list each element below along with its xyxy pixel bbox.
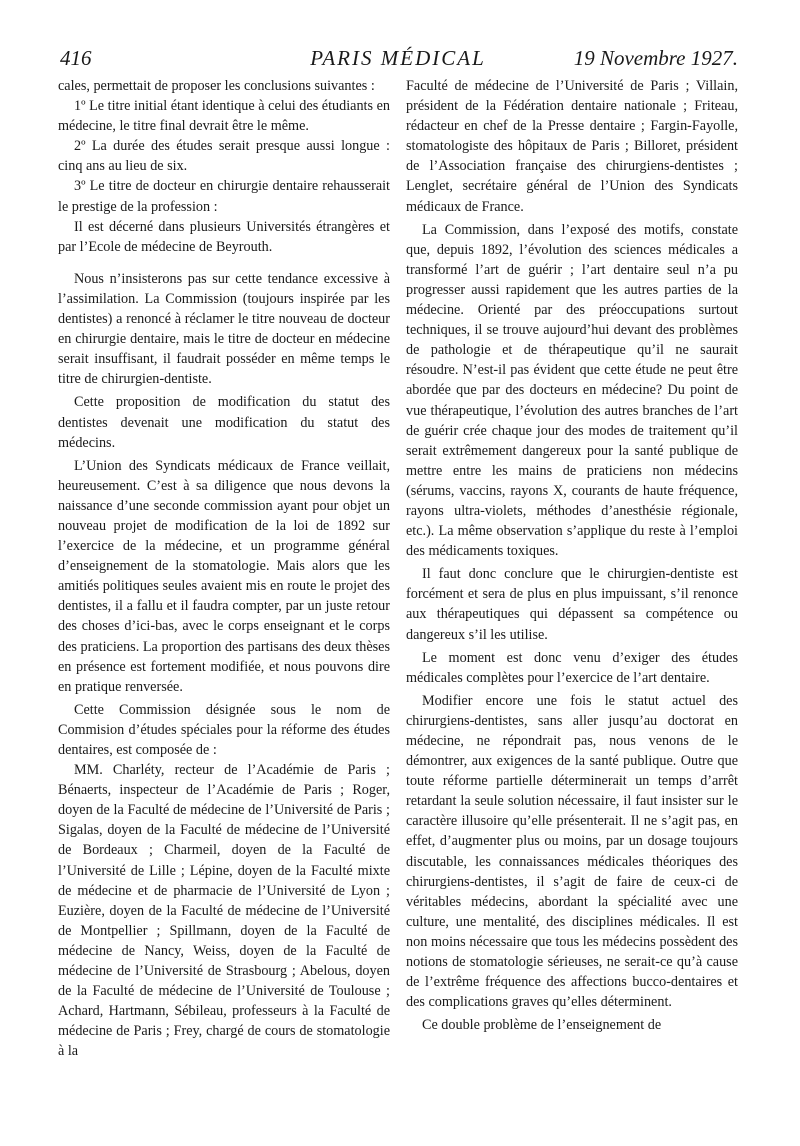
paragraph: Le moment est donc venu d’exiger des études médicales complètes pour l’exercice de l’art dentaire. [406, 649, 738, 686]
paragraph: cales, permettait de proposer les conclusions suivantes : [58, 78, 375, 94]
paragraph: 2º La durée des études serait presque aussi longue : cinq ans au lieu de six. [58, 138, 390, 175]
page-number: 416 [60, 46, 92, 70]
paragraph: MM. Charléty, recteur de l’Académie de Paris ; Bénaerts, inspecteur de l’Académie de Paris ; Roger, doyen de la Faculté de médecine de l’Université de Paris ; Sigalas, doyen de la Faculté de médecine de l’Université de Bordeaux ; Charmeil, doyen de la Faculté de l’Université de Lille ; Lépine, doyen de la Faculté mixte de médecine et de pharmacie de l’Université de Lyon ; Euzière, doyen de la Faculté de médecine de l’Université de Montpellier ; Spillmann, doyen de la Faculté de médecine de Nancy, Weiss, doyen de la Faculté de médecine de l’Université de Strasbourg ; Abelous, doyen de la Faculté de médecine de l’Université de Toulouse ; Achard, Hartmann, Sébileau, professeurs à la Faculté de médecine de Paris ; Frey, chargé de cours de stomatologie à la [58, 762, 390, 1060]
right-column [406, 76, 738, 1062]
left-column [58, 76, 390, 1062]
paragraph: Nous n’insisterons pas sur cette tendance excessive à l’assimilation. La Commission (toujours inspirée par les dentistes) a renoncé à réclamer le titre nouveau de docteur en chirurgie dentaire, mais le titre de docteur en médecine serait insuffisant, il faudrait posséder en même temps le titre de chirurgien-dentiste. [58, 270, 390, 388]
paragraph: 3º Le titre de docteur en chirurgie dentaire rehausserait le prestige de la profession : [58, 178, 390, 215]
paragraph: L’Union des Syndicats médicaux de France veillait, heureusement. C’est à sa diligence que nous devons la naissance d’une seconde commission ayant pour objet un nouveau projet de modification de la loi de 1892 sur l’exercice de la médecine, et un programme général d’enseignement de la stomatologie. Mais alors que les amitiés politiques seules avaient mis en route le projet des dentistes, il a fallu et il faudra compter, par un juste retour des choses d’ici-bas, avec le corps enseignant et le corps des praticiens. La proportion des partisans des deux thèses en présence est fortement modifiée, et nous pouvons dire en pratique renversée. [58, 457, 390, 695]
paragraph: La Commission, dans l’exposé des motifs, constate que, depuis 1892, l’évolution des sciences médicales a transformé l’art de guérir ; l’art dentaire seul n’a pu progresser aussi rapidement que les autres parties de la médecine. Orienté par des préoccupations surtout techniques, il se trouve aujourd’hui devant des problèmes de pathologie et de thérapeutique qu’il ne saurait résoudre. N’est-il pas évident que cette étude ne peut être abordée que par des docteurs en médecine? Du point de vue thérapeutique, l’évolution des autres branches de l’art de guérir crée chaque jour des modes de traitement qu’il serait extrêmement dangereux pour la santé publique de mettre entre les mains de praticiens non médecins (sérums, vaccins, rayons X, courants de haute fréquence, rayons ultra-violets, méthodes d’anesthésie régionale, etc.). La même observation s’applique du reste à l’emploi des médicaments toxiques. [406, 221, 738, 560]
paragraph: Cette Commission désignée sous le nom de Commision d’études spéciales pour la réforme des études dentaires, est composée de : [58, 701, 390, 758]
journal-title: PARIS MÉDICAL [310, 46, 486, 70]
paragraph: Faculté de médecine de l’Université de Paris ; Villain, président de la Fédération dentaire nationale ; Friteau, rédacteur en chef de la Presse dentaire ; Fargin-Fayolle, stomatologiste des hôpitaux de Paris ; Billoret, président de l’Association française des chirurgiens-dentistes ; Lenglet, secrétaire général de l’Union des Syndicats médicaux de France. [406, 78, 738, 215]
paragraph: Cette proposition de modification du statut des dentistes devenait une modification du statut des médecins. [58, 394, 390, 451]
paragraph: Il est décerné dans plusieurs Universités étrangères et par l’Ecole de médecine de Beyrouth. [58, 218, 390, 255]
paragraph: Il faut donc conclure que le chirurgien-dentiste est forcément et sera de plus en plus impuissant, s’il renonce aux thérapeutiques qui dépassent sa compétence ou dangereux s’il les utilise. [406, 566, 738, 643]
two-column-body [58, 76, 738, 1062]
issue-date: 19 Novembre 1927. [573, 46, 738, 70]
paragraph: Ce double problème de l’enseignement de [422, 1017, 662, 1034]
paragraph: Modifier encore une fois le statut actuel des chirurgiens-dentistes, sans aller jusqu’au doctorat en médecine, ne répondrait pas, nous venons de le démontrer, aux exigences de la santé publique. Outre que toute réforme partielle déterminerait un temps d’arrêt retardant la seule solution nécessaire, il faut insister sur le caractère illusoire qu’elle présenterait. Il ne s’agit pas, en effet, d’augmenter plus ou moins, par un dosage toujours discutable, les connaissances médicales théoriques des chirurgiens-dentistes, il s’agit de faire de ceux-ci de véritables médecins, abordant la spécialité avec une culture, une mentalité, des disciplines médicales. Il est non moins nécessaire que tous les médecins possèdent des notions de stomatologie sérieuses, ne serait-ce qu’à cause de l’extrême fréquence des affections bucco-dentaires et des complications graves qu’elles déterminent. [406, 692, 738, 1011]
paragraph: 1º Le titre initial étant identique à celui des étudiants en médecine, le titre final devrait être le même. [58, 98, 390, 135]
running-header [58, 42, 738, 74]
